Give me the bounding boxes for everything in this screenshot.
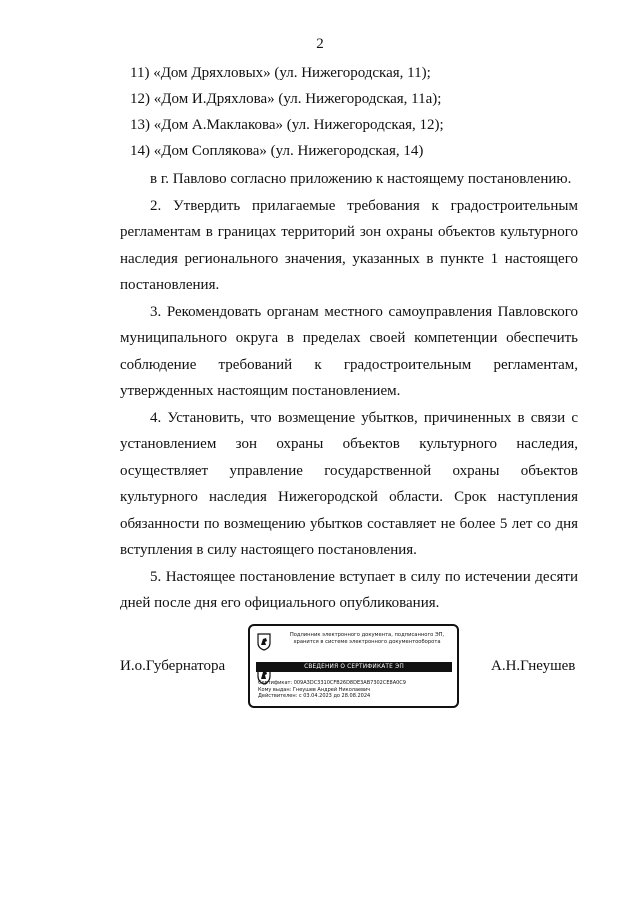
paragraph-3: 3. Рекомендовать органам местного самоуправления Павловского муниципального округа в пределах своей компетенции обеспечить соблюдение требований к градостроительным регламентам, утвержденных настоящим постановлением. bbox=[120, 303, 578, 399]
certificate-number: Сертификат: 009A3DC3310CFB26D8DE3AB7302CE8A0C9 bbox=[258, 680, 406, 686]
certificate-owner: Кому выдан: Гнеушев Андрей Николаевич bbox=[258, 686, 371, 693]
coat-of-arms-icon bbox=[257, 633, 271, 651]
list-item: 13) «Дом А.Маклакова» (ул. Нижегородская, 12); bbox=[130, 117, 444, 133]
certificate-validity: Действителен: с 03.04.2023 до 28.08.2024 bbox=[258, 693, 371, 699]
paragraph-2: 2. Утвердить прилагаемые требования к градостроительным регламентам в границах территорий зон охраны объектов культурного наследия регионального значения, указанных в пункте 1 настоящего постановления. bbox=[120, 197, 578, 293]
paragraph-5: 5. Настоящее постановление вступает в силу по истечении десяти дней после дня его официального опубликования. bbox=[120, 568, 578, 611]
list-item: 14) «Дом Соплякова» (ул. Нижегородская, 14) bbox=[130, 143, 424, 159]
electronic-signature-stamp bbox=[248, 624, 459, 708]
page-number: 2 bbox=[316, 36, 324, 52]
certificate-details bbox=[258, 680, 454, 700]
stamp-note: Подлинник электронного документа, подписанного ЭП, хранится в системе электронного документооборота bbox=[289, 632, 445, 645]
stamp-header: СВЕДЕНИЯ О СЕРТИФИКАТЕ ЭП bbox=[256, 662, 452, 672]
document-body bbox=[120, 62, 578, 617]
signatory-name: А.Н.Гнеушев bbox=[491, 658, 576, 674]
paragraph-4: 4. Установить, что возмещение убытков, причиненных в связи с установлением зон охраны объектов культурного наследия, осуществляет управление государственной охраны объектов культурного наследия Нижегородской области. Срок наступления обязанности по возмещению убытков составляет не более 5 лет со дня вступления в силу настоящего постановления. bbox=[120, 409, 578, 558]
signatory-position: И.о.Губернатора bbox=[120, 658, 226, 674]
list-item: 12) «Дом И.Дряхлова» (ул. Нижегородская, 11а); bbox=[130, 91, 442, 107]
list-item: 11) «Дом Дряхловых» (ул. Нижегородская, 11); bbox=[130, 65, 431, 81]
closing-line: в г. Павлово согласно приложению к настоящему постановлению. bbox=[150, 171, 572, 187]
